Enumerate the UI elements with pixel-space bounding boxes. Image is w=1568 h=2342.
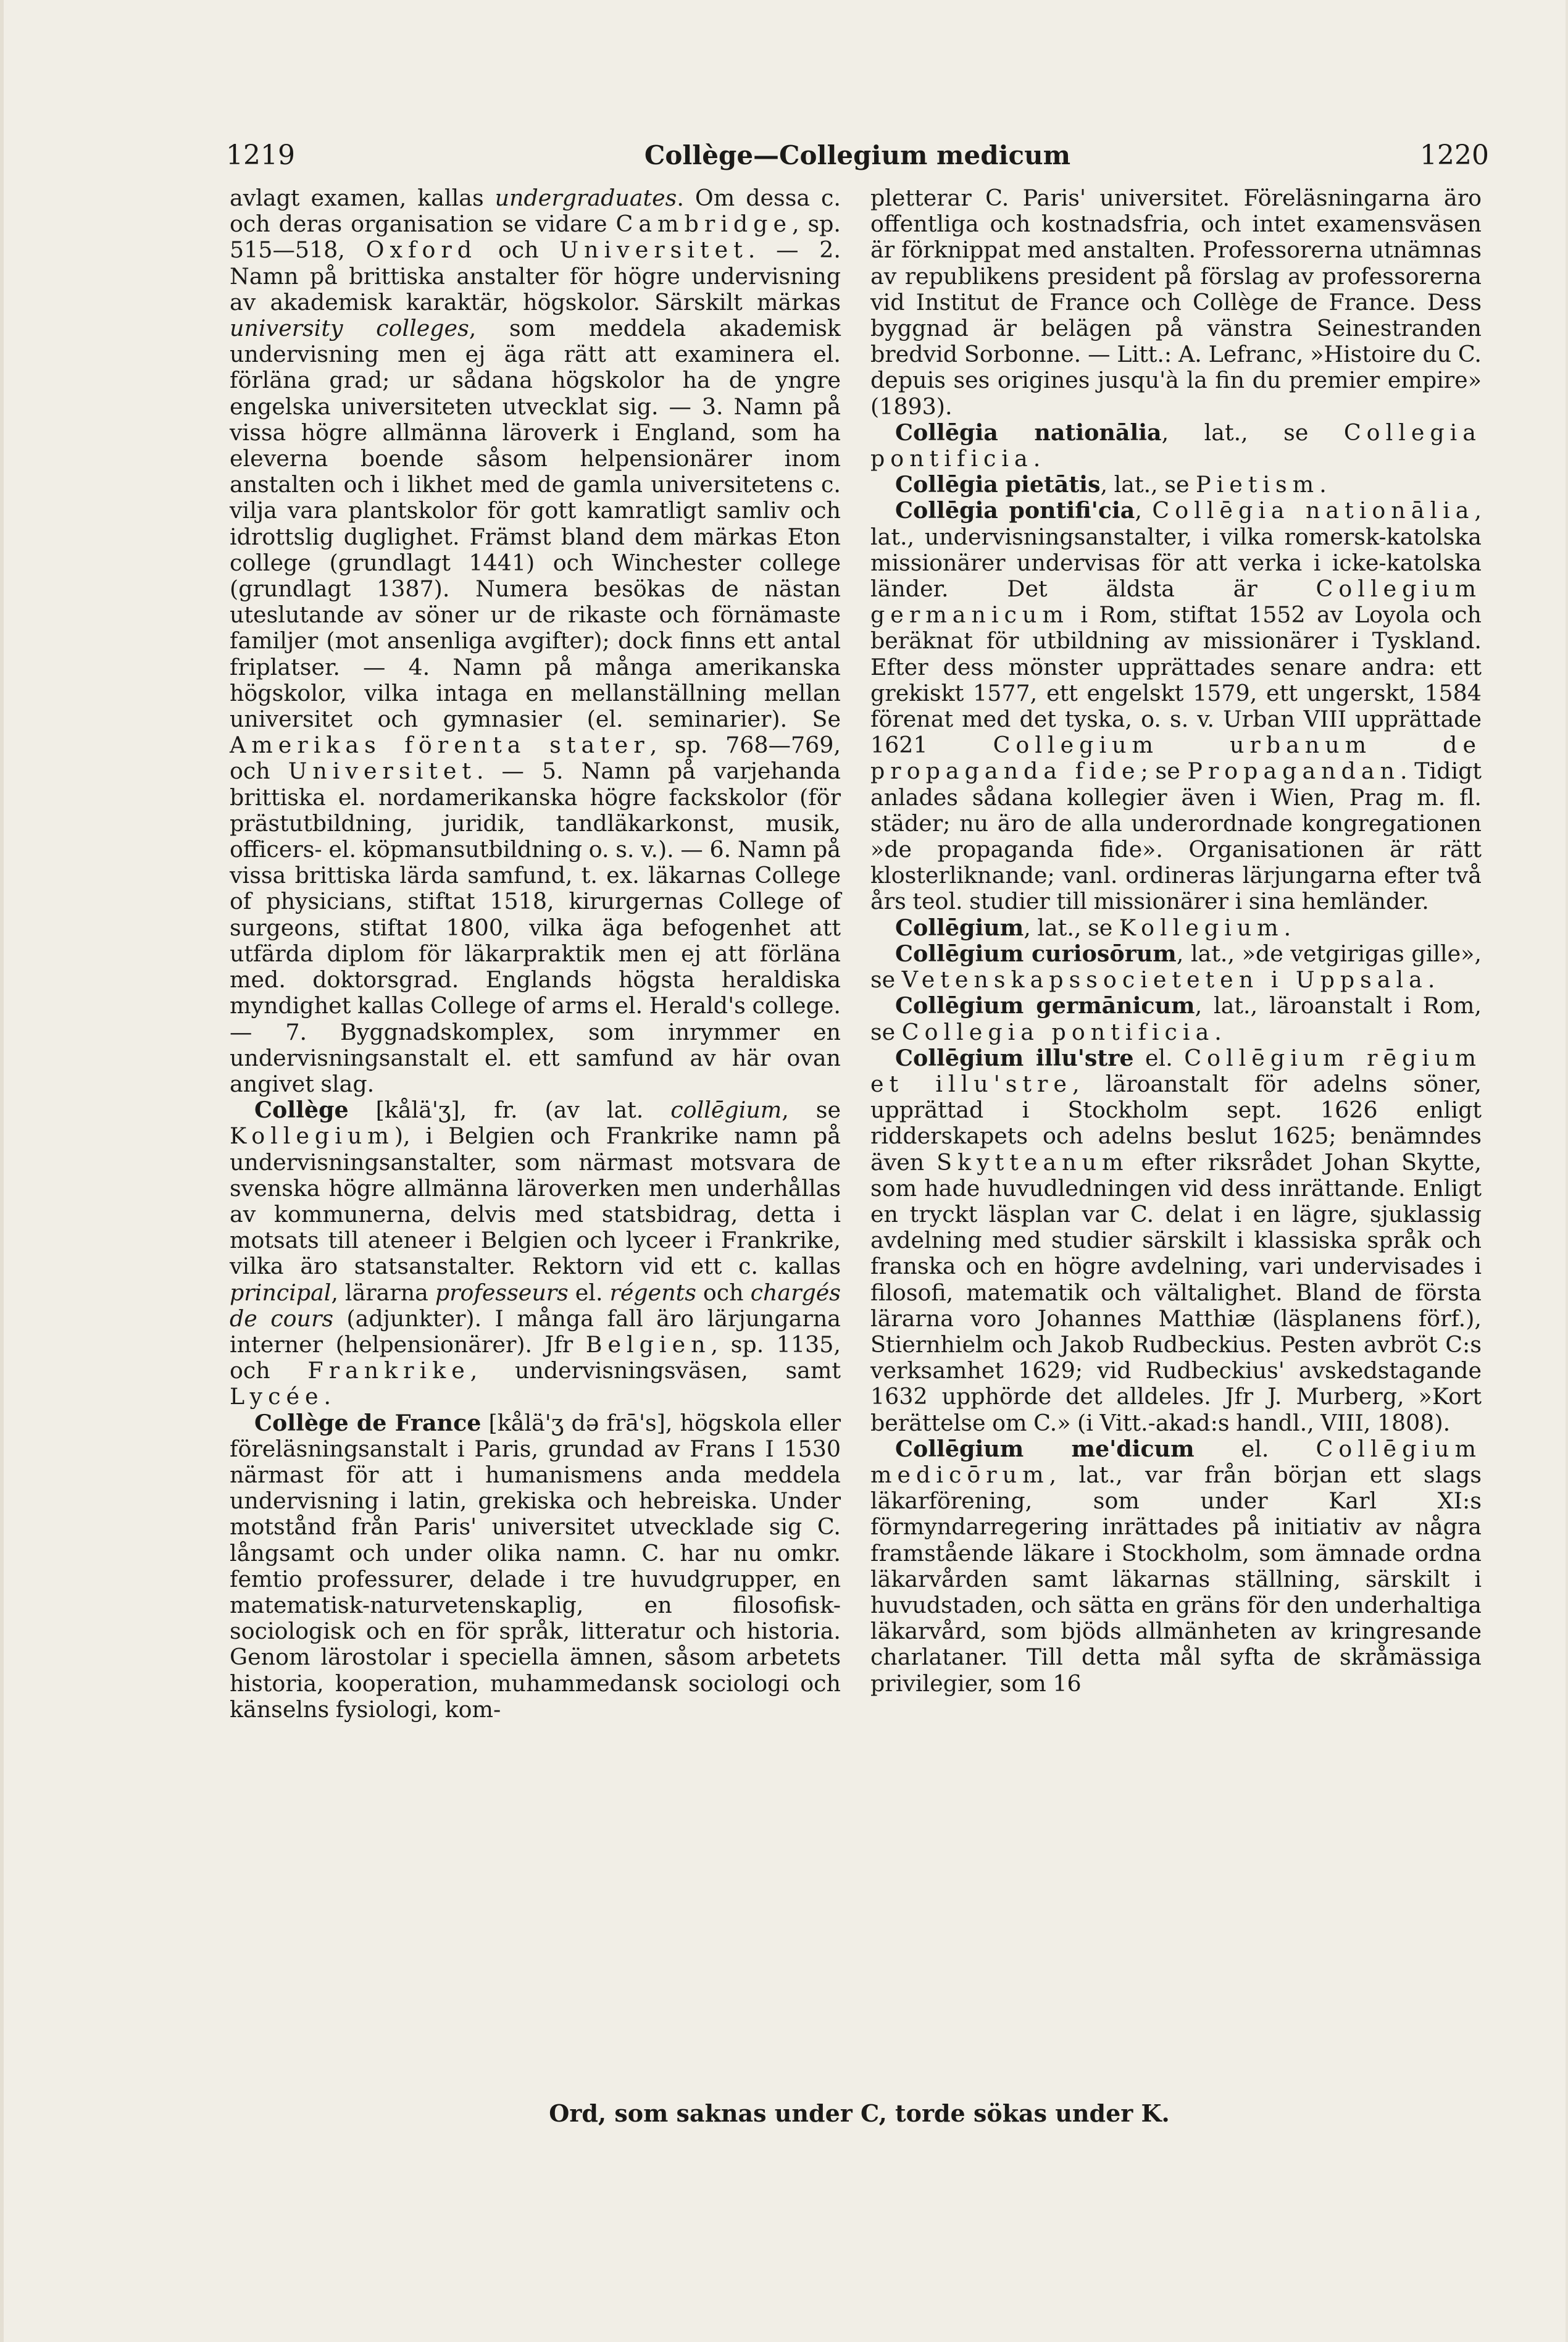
term: undergraduates xyxy=(494,185,677,211)
headword: Collēgium germānicum xyxy=(895,992,1195,1019)
cross-reference: Collegia pontificia xyxy=(901,1018,1215,1045)
term: régents xyxy=(609,1279,696,1306)
cross-reference: Vetenskapssocieteten i Uppsala xyxy=(901,966,1428,993)
page-number-left: 1219 xyxy=(226,140,295,171)
cross-reference: Universitet xyxy=(559,236,748,264)
footer-note: Ord, som saknas under C, torde sökas under K. xyxy=(549,2099,1170,2127)
headword: Collēgium me'dicum xyxy=(895,1435,1195,1462)
cross-reference: Kollegium xyxy=(230,1123,394,1150)
headword: Collège de France xyxy=(254,1409,482,1436)
term: professeurs xyxy=(435,1279,569,1306)
term: collēgium xyxy=(670,1097,782,1124)
entry-college-de-france: Collège de France [kålä'ʒ də frā's], högskola eller föreläsningsanstalt i Paris, grundad av Frans I 1530 närmast för att i humanismens anda meddela undervisning i latin, grekiska och hebreiska. Under motstånd från Paris' universitet utvecklade sig C. långsamt och under olika namn. C. har nu omkr. femtio professurer, delade i tre huvudgrupper, en matematisk-naturvetenskaplig, en filosofisk-sociologisk och en för språk, litteratur och historia. Genom lärostolar i speciella ämnen, såsom arbetets historia, kooperation, muhammedansk sociologi och känselns fysiologi, kom- xyxy=(230,1409,841,1723)
entry-collegium-curiosorum: Collēgium curiosōrum, lat., »de vetgirigas gille», se Vetenskapssocieteten i Uppsala. xyxy=(870,940,1482,993)
entry-collegium-illustre: Collēgium illu'stre el. Collēgium rēgium et illu'stre, läroanstalt för adelns söner, upprättad i Stockholm sept. 1626 enligt ridderskapets och adelns beslut 1625; benämndes även Skytteanum efter riksrådet Johan Skytte, som hade huvudledningen vid dess inrättande. Enligt en tryckt läsplan var C. delat i en lägre, sjuklassig avdelning med studier särskilt i klassiska språk och franska och en högre avdelning, vari undervisades i filosofi, matematik och vältalighet. Bland de första lärarna voro Johannes Matthiæ (läsplanens förf.), Stiernhielm och Jakob Rudbeckius. Pesten avbröt C:s verksamhet 1629; vid Rudbeckius' avskedstagande 1632 upphörde det alldeles. Jfr J. Murberg, »Kort berättelse om C.» (i Vitt.-akad:s handl., VIII, 1808). xyxy=(870,1044,1482,1436)
cross-reference: Belgien xyxy=(585,1331,711,1358)
cross-reference: Collegia pontificia xyxy=(870,419,1482,472)
headword: Collēgia pontifi'cia xyxy=(895,497,1135,524)
left-column xyxy=(230,185,841,1723)
running-title: Collège—Collegium medicum xyxy=(644,140,1071,170)
cross-reference: Skytteanum xyxy=(936,1148,1129,1176)
entry-college-de-france-continued: pletterar C. Paris' universitet. Föreläsningarna äro offentliga och kostnadsfria, och intet examensväsen är förknippat med anstalten. Professorerna utnämnas av republikens president på förslag av professorerna vid Institut de France och Collège de France. Dess byggnad är belägen på vänstra Seinestranden bredvid Sorbonne. — Litt.: A. Lefranc, »Histoire du C. depuis ses origines jusqu'à la fin du premier empire» (1893). xyxy=(870,185,1482,420)
headword: Collēgia pietātis xyxy=(895,471,1101,498)
page-header xyxy=(226,137,1489,180)
cross-reference: Collegium germanicum xyxy=(870,575,1482,629)
cross-reference: Collegium urbanum de propaganda fide xyxy=(870,732,1482,785)
entry-collegia-pietatis: Collēgia pietātis, lat., se Pietism. xyxy=(895,471,1327,498)
cross-reference: Collēgium medicōrum xyxy=(870,1435,1482,1488)
entry-college-continued: avlagt examen, kallas undergraduates. Om dessa c. och deras organisation se vidare Cambridge, sp. 515—518, Oxford och Universitet. — 2. Namn på brittiska anstalter för högre undervisning av akademisk karaktär, högskolor. Särskilt märkas university colleges, som meddela akademisk undervisning men ej äga rätt att examinera el. förläna grad; ur sådana högskolor ha de yngre engelska universiteten utvecklat sig. — 3. Namn på vissa högre allmänna läroverk i England, som ha eleverna boende såsom helpensionärer inom anstalten och i likhet med de gamla universitetens c. vilja vara plantskolor för gott kamratligt samliv och idrottslig duglighet. Främst bland dem märkas Eton college (grundlagt 1441) och Winchester college (grundlagt 1387). Numera besökas de nästan uteslutande av söner ur de rikaste och förnämaste familjer (mot ansenliga avgifter); dock finns ett antal friplatser. — 4. Namn på många amerikanska högskolor, vilka intaga en mellanställning mellan universitet och gymnasier (el. seminarier). Se Amerikas förenta stater, sp. 768—769, och Universitet. — 5. Namn på varjehanda brittiska el. nordamerikanska högre fackskolor (för prästutbildning, juridik, tandläkarkonst, musik, officers- el. köpmansutbildning o. s. v.). — 6. Namn på vissa brittiska lärda samfund, t. ex. läkarnas College of physicians, stiftat 1518, kirurgernas College of surgeons, stiftat 1800, vilka äga befogenhet att utfärda diplom för läkarpraktik men ej att förläna med. doktorsgrad. Englands högsta heraldiska myndighet kallas College of arms el. Herald's college. — 7. Byggnadskomplex, som inrymmer en undervisningsanstalt el. ett samfund av här ovan angivet slag. xyxy=(230,185,841,1097)
entry-collegium-medicum: Collēgium me'dicum el. Collēgium medicōrum, lat., var från början ett slags läkarförening, som under Karl XI:s förmyndarregering inrättades på initiativ av några framstående läkare i Stockholm, som ämnade ordna läkarvården samt läkarnas ställning, särskilt i huvudstaden, och sätta en gräns för den underhaltiga läkarvård, som bjöds allmänheten av kringresande charlataner. Till detta mål syfta de skråmässiga privilegier, som 16 xyxy=(870,1435,1482,1697)
cross-reference: Pietism xyxy=(1196,471,1320,498)
cross-reference: Oxford xyxy=(365,236,478,264)
cross-reference: Collēgium rēgium et illu'stre xyxy=(870,1044,1482,1097)
headword: Collēgium curiosōrum xyxy=(895,940,1177,967)
entry-collegium-germanicum: Collēgium germānicum, lat., läroanstalt i Rom, se Collegia pontificia. xyxy=(870,992,1482,1045)
cross-reference: Collēgia nationālia xyxy=(1152,497,1475,524)
right-column xyxy=(870,185,1482,1697)
cross-reference: Amerikas förenta stater xyxy=(230,732,650,759)
headword: Collēgium illu'stre xyxy=(895,1044,1134,1071)
term: chargés de cours xyxy=(230,1279,841,1332)
headword: Collège xyxy=(254,1097,349,1124)
entry-college-french: Collège [kålä'ʒ], fr. (av lat. collēgium, se Kollegium), i Belgien och Frankrike namn på undervisningsanstalter, som närmast motsvara de svenska högre allmänna läroverken men underhållas av kommunerna, delvis med statsbidrag, detta i motsats till ateneer i Belgien och lyceer i Frankrike, vilka äro statsanstalter. Rektorn vid ett c. kallas principal, lärarna professeurs el. régents och chargés de cours (adjunkter). I många fall äro lärjungarna interner (helpensionärer). Jfr Belgien, sp. 1135, och Frankrike, undervisningsväsen, samt Lycée. xyxy=(230,1097,841,1410)
headword: Collēgium xyxy=(895,914,1024,941)
entry-collegium: Collēgium, lat., se Kollegium. xyxy=(895,914,1291,941)
entry-collegia-nationalia: Collēgia nationālia, lat., se Collegia pontificia. xyxy=(870,419,1482,472)
term: university colleges xyxy=(230,315,469,342)
entry-collegia-pontificia: Collēgia pontifi'cia, Collēgia nationālia, lat., undervisningsanstalter, i vilka romersk-katolska missionärer undervisas för att verka i icke-katolska länder. Det äldsta är Collegium germanicum i Rom, stiftat 1552 av Loyola och beräknat för utbildning av missionärer i Tyskland. Efter dess mönster upprättades senare andra: ett grekiskt 1577, ett engelskt 1579, ett ungerskt, 1584 förenat med det tyska, o. s. v. Urban VIII upprättade 1621 Collegium urbanum de propaganda fide; se Propagandan. Tidigt anlades sådana kollegier även i Wien, Prag m. fl. städer; nu äro de alla underordnade kongregationen »de propaganda fide». Organisationen är rätt klosterliknande; vanl. ordineras lärjungarna efter två års teol. studier till missionärer i sina hemländer. xyxy=(870,497,1482,915)
cross-reference: Frankrike xyxy=(307,1357,470,1384)
page-number-right: 1220 xyxy=(1420,140,1489,171)
cross-reference: Universitet xyxy=(288,758,477,785)
cross-reference: Kollegium xyxy=(1119,914,1284,941)
headword: Collēgia nationālia xyxy=(895,419,1162,446)
term: principal xyxy=(230,1279,332,1306)
cross-reference: Cambridge xyxy=(615,211,792,238)
cross-reference: Propagandan xyxy=(1187,758,1401,785)
cross-reference: Lycée xyxy=(230,1383,324,1410)
